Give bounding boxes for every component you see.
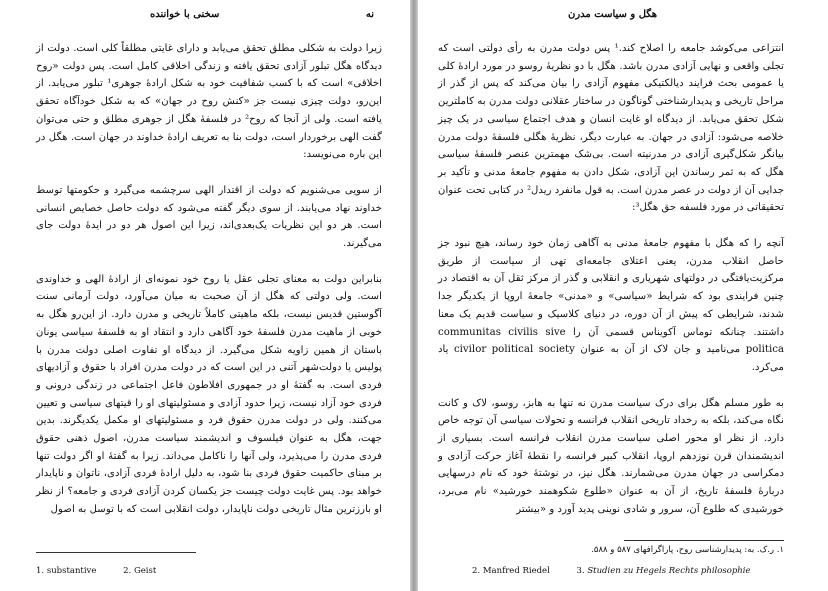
left-page-number: نه	[365, 9, 374, 20]
left-header-title: سخنی با خواننده	[150, 9, 220, 20]
footnote-text: Geist	[133, 566, 157, 576]
footnote-1	[36, 566, 96, 576]
left-footnotes	[36, 566, 180, 576]
right-footnotes	[472, 566, 775, 576]
right-page	[418, 0, 828, 591]
right-header-title: هگل و سیاست مدرن	[568, 9, 658, 20]
left-page-body	[36, 40, 382, 519]
paragraph: به طور مسلم هگل برای درک سیاست مدرن نه تنها به هابز، روسو، لاک و کانت نگاه می‌کند، بلکه به رخداد تاریخی انقلاب فرانسه و تحولات سیاسی آن توجه خاص دارد. از نظر او محور اصلی سیاست مدرن انقلاب فرانسه است. بسیاری از اندیشمندان قرن نوزدهم اروپا، انقلاب کبیر فرانسه را نقطهٔ آغاز حرکت آزادی و دمکراسی در جهان مدرن می‌شمارند. هگل نیز، در نوشتهٔ خود که نام درسهایی دربارهٔ فلسفهٔ تاریخ، از آن به عنوان «طلوع شکوهمند خورشید» نام می‌برد، خورشیدی که طلوع آن، سرور و شادی نوینی پدید آورد و «بیشتر	[438, 397, 784, 515]
footnote-text: Studien zu Hegels Rechts philosophie	[587, 566, 751, 576]
footnote-2	[123, 566, 156, 576]
book-gutter	[410, 0, 418, 591]
paragraph: بنابراین دولت به معنای تجلی عقل یا روح خود نمونه‌ای از ارادهٔ الهی و خداوندی است. ولی دولتی که هگل از آن صحبت به میان می‌آورد، دولت آرمانی سنت آگوستین قدیس نیست، بلکه ماهیتی کاملاً تاریخی و مدرن دارد. از این‌رو هگل به خوبی از ماهیت مدرن فلسفهٔ خود آگاهی دارد و انتقاد او به فلسفهٔ سیاسی یونان باستان از همین زاویه شکل می‌گیرد. از دیدگاه او تفاوت اصلی دولت مدرن با پولیس یا دولت‌شهر آتنی در این است که در دولت مدرن افراد با حقوق و آزادیهای فردی است. به گفتهٔ او در جمهوری افلاطون فاعل اجتماعی در زندگی درونی و فردی خود آزاد نیست، زیرا حدود آزادی و مسئولیتهای او را قیتهای سیاسی و تعیین می‌کنند. ولی در دولت مدرن حقوق فرد و مسئولیتهای او مکمل یکدیگرند. بدین جهت، هگل به عنوان فیلسوف و اندیشمند سیاست مدرن، اصول ذهنی حقوق فردی مدرن را می‌پذیرد، ولی آنها را ناکامل می‌داند. زیرا به گفتهٔ او اگر دولت تنها بر مبنای حاکمیت حقوق فردی بنا شود، به دلیل ارادهٔ فردی آزادی، ناتوان و ناپایدار خواهد بود. پس غایت دولت چیست جز یکسان کردن آزادی فردی و جامعه؟ از نظر او بارزترین مثال تاریخی دولت ناپایدار، دولت انقلابی است که با توسل به اصول	[36, 273, 382, 515]
footnote-number: 1.	[36, 566, 45, 576]
footnote-number: 2.	[123, 566, 132, 576]
footnote-rule	[624, 540, 784, 541]
paragraph: زیرا دولت به شکلی مطلق تحقق می‌یابد و دارای غایتی مطلقاً کلی است. دولت از دیدگاه هگل تبلور آزادی تحقق یافته و زندگی اخلاقی کامل است. پس دولت «روح اخلاقی» است که با کسب شفافیت خود به شکل ارادهٔ جوهری¹ تبلور می‌یابد. از این‌رو، دولت چیزی نیست جز «کنش روح در جهان» که به شکل خودآگاه تحقق یافته است. ولی از آنجا که روح² در فلسفهٔ هگل از جوهری مطلق و حتی می‌توان گفت الهی برخوردار است، دولت بنا به تعریف ارادهٔ خداوند در جهان است. هگل در این باره می‌نویسد:	[36, 43, 382, 161]
left-page	[0, 0, 410, 591]
footnote-text: Manfred Riedel	[482, 566, 550, 576]
footnote-2	[472, 566, 550, 576]
block-quote: از سویی می‌شنویم که دولت از اقتدار الهی سرچشمه می‌گیرد و حکومتها توسط خداوند نهاد می‌یابند. از سوی دیگر گفته می‌شود که دولت حاصل خصایص انسانی است. هر دو این نظریات یک‌بعدی‌اند، زیرا این اصول هر دو در ایدهٔ دولت جای می‌گیرند.	[36, 184, 382, 250]
footnote-number: 2.	[472, 566, 481, 576]
footnote-3	[577, 566, 751, 576]
footnote-1-persian: ۱. ر.ک. به: پدیدارشناسی روح، پاراگرافهای ۵۸۷ و ۵۸۸.	[591, 545, 784, 555]
right-page-body	[438, 40, 784, 519]
footnote-number: 3.	[576, 566, 585, 576]
paragraph: انتزاعی می‌کوشد جامعه را اصلاح کند.¹ پس دولت مدرن به رأی دولتی است که تجلی واقعی و نهایی آزادی مدرن باشد. هگل با دو نظریهٔ روسو در مورد ارادهٔ کلی یا عمومی بحث فرایند دیالکتیکی مفهوم آزادی را بیان می‌کند که پس از گذر از مراحل تاریخی و پدیدارشناختی گوناگون در ساختار عقلانی دولت مدرن به کاملترین شکل تحقق می‌یابد. از دیدگاه او غایت انسان و هدف اجتماع سیاسی در یک چیز خلاصه می‌شود: آزادی در جهان. به عبارت دیگر، نظریهٔ هگلی فلسفهٔ دولت مدرن بیانگر شکل‌گیری آزادی در مدرنیته است. بی‌شک مهمترین عنصر فلسفهٔ سیاسی هگل که به ثمر رساندن این آزادی، شکل دادن به مفهوم جامعهٔ مدنی و تأکید بر جدایی آن از دولت در عصر مدرن است. به قول مانفرد ریدل² در کتابی تحت عنوان تحقیقاتی در مورد فلسفه حق هگل³:	[438, 43, 785, 214]
right-running-head	[418, 9, 828, 25]
footnote-rule	[36, 552, 196, 553]
block-quote: آنچه را که هگل با مفهوم جامعهٔ مدنی به آگاهی زمان خود رساند، هیچ نبود جز حاصل انقلاب مدرن، یعنی اعتلای جامعه‌ای تهی از سیاست از طریق مرکزیت‌یافتگی در دولتهای شهریاری و انقلابی و گذر از مرکز ثقل آن به اقتصاد در چنین فرایندی بود که شرایط «سیاسی» و «مدنی» جامعهٔ اروپا از یکدیگر جدا شدند، شرایطی که پیش از آن دوره، در دنیای کلاسیک و سیاست قدیم یک معنا داشتند. چنانکه توماس آکویناس قسمی آن را communitas civilis sive politica می‌نامید و جان لاک از آن به عنوان civilor political society یاد می‌کرد.	[438, 238, 785, 373]
footnote-text: substantive	[46, 566, 97, 576]
left-running-head	[0, 9, 410, 25]
